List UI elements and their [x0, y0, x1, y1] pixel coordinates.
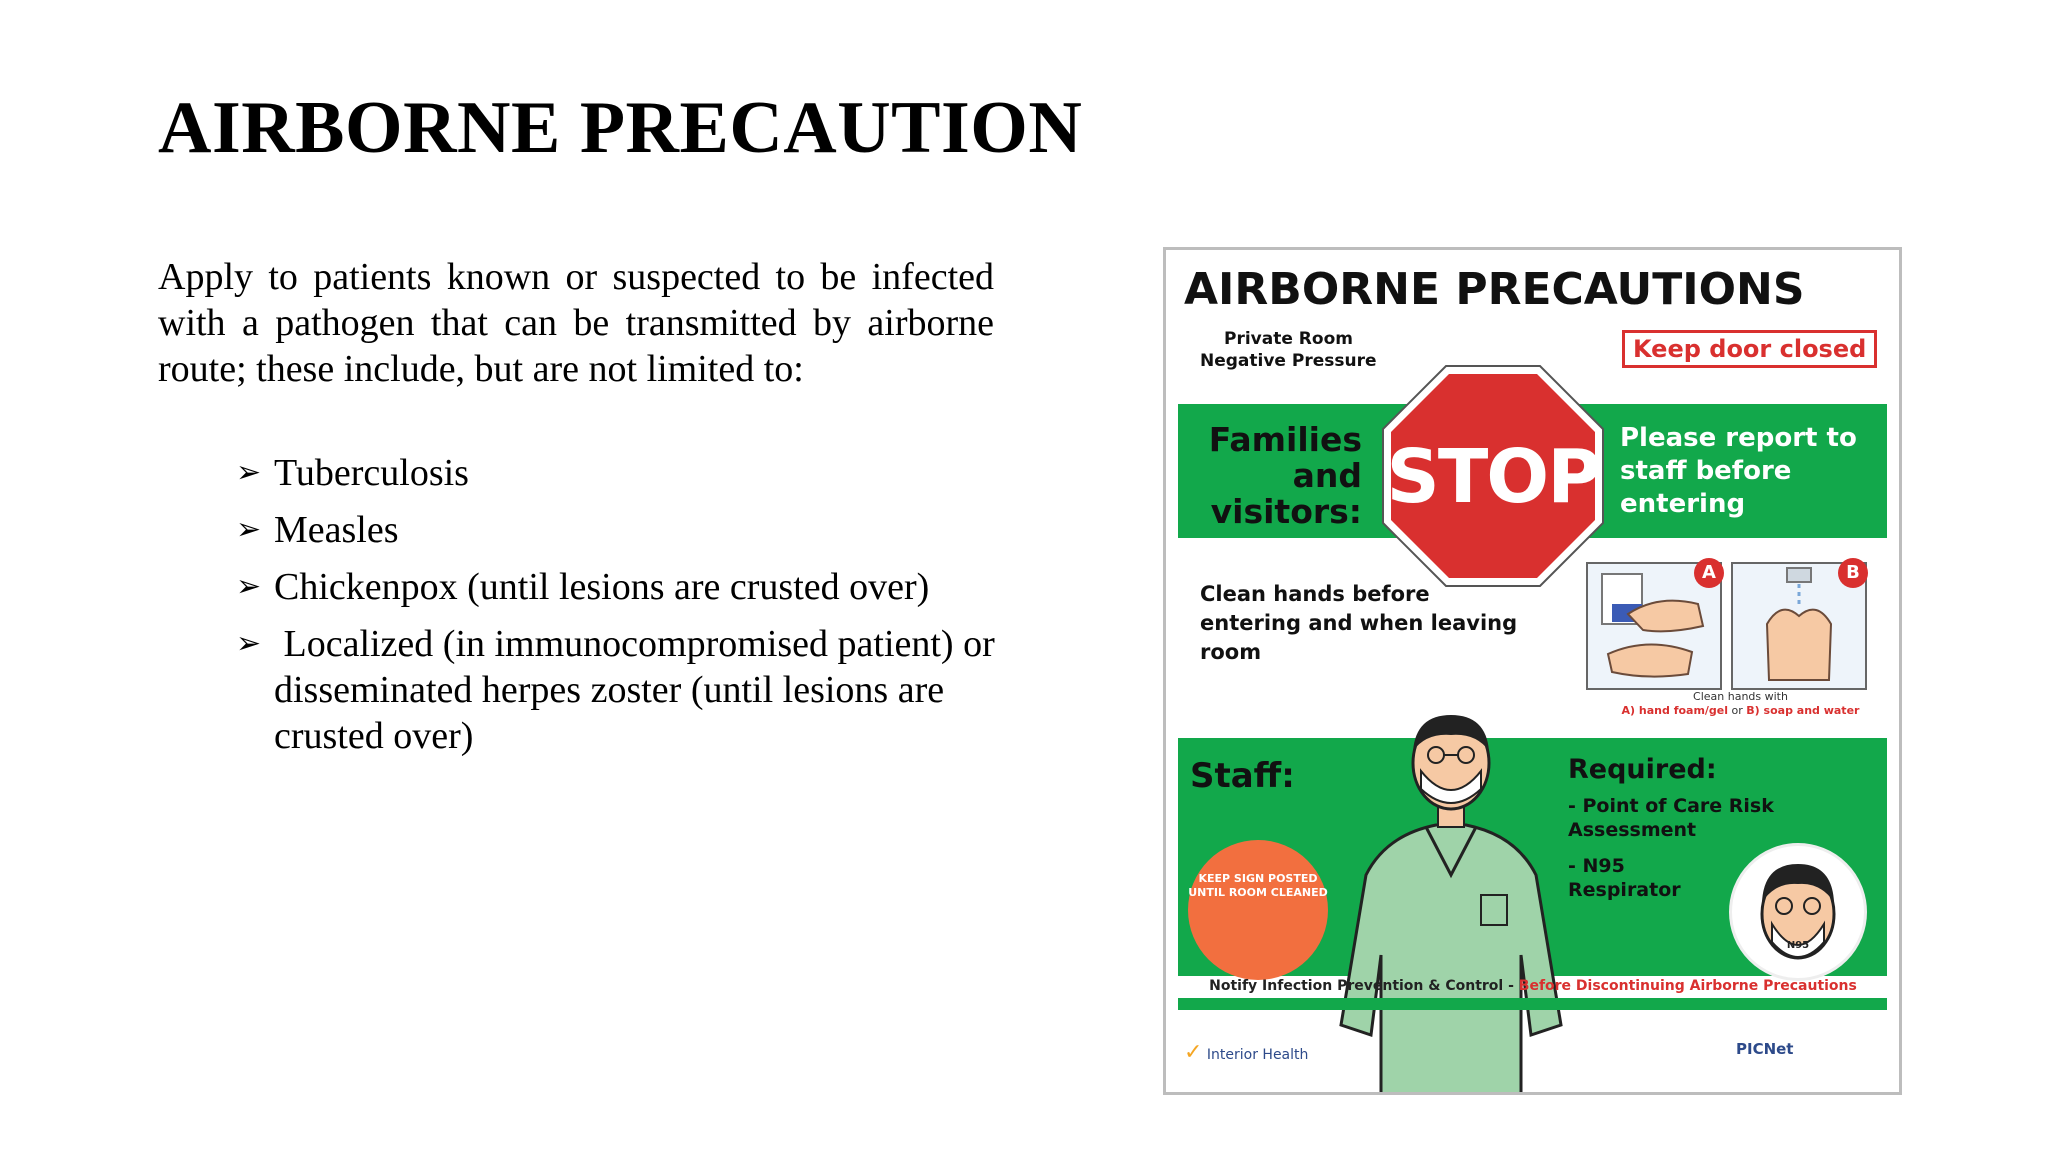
list-item-text: Measles: [274, 509, 399, 551]
arrow-bullet-icon: ➢: [236, 569, 262, 604]
interior-health-wordmark: Interior Health: [1206, 1047, 1309, 1063]
hand-caption: [1598, 690, 1883, 718]
intro-paragraph: Apply to patients known or suspected to be infected with a pathogen that can be transmitted by airborne route; these include, but are not limited to:: [158, 256, 994, 390]
condition-list: [236, 450, 1005, 770]
interior-health-logo: [1184, 1040, 1308, 1065]
list-item: [236, 507, 996, 553]
negative-pressure-label: Negative Pressure: [1200, 351, 1377, 371]
slide-title: AIRBORNE PRECAUTION: [158, 87, 1083, 169]
report-to-staff-label: Please report to staff before entering: [1620, 423, 1857, 519]
swoosh-icon: ✓: [1184, 1040, 1203, 1065]
healthcare-worker-icon: [1326, 705, 1576, 1095]
arrow-bullet-icon: ➢: [236, 512, 262, 547]
arrow-bullet-icon: ➢: [236, 626, 262, 661]
families-line: and: [1292, 456, 1362, 495]
keep-sign-posted-badge: KEEP SIGN POSTED UNTIL ROOM CLEANED: [1188, 840, 1328, 980]
families-label: [1184, 422, 1362, 530]
list-item: [236, 621, 1005, 759]
badge-a: A: [1694, 558, 1724, 588]
badge-b: B: [1838, 558, 1868, 588]
requirement-item: - Point of Care Risk Assessment: [1568, 795, 1774, 841]
picnet-logo: PICNet: [1736, 1040, 1794, 1058]
hand-caption-line: Clean hands with: [1693, 690, 1788, 703]
room-requirements: [1200, 328, 1377, 372]
caption-option-a: A) hand foam/gel: [1621, 704, 1729, 717]
n95-mask-face-icon: [1729, 843, 1867, 981]
families-line: Families: [1208, 420, 1362, 459]
list-item-text: Tuberculosis: [274, 452, 469, 494]
requirement-item: - N95 Respirator: [1568, 855, 1681, 901]
list-item: [236, 564, 996, 610]
clean-hands-label: Clean hands before entering and when leaving room: [1200, 582, 1518, 664]
arrow-bullet-icon: ➢: [236, 455, 262, 490]
hand-caption-line: [1598, 704, 1883, 718]
poster-title: AIRBORNE PRECAUTIONS: [1184, 264, 1805, 315]
bottom-band: [1178, 998, 1887, 1010]
stop-sign-icon: [1379, 362, 1607, 590]
airborne-precautions-poster: [1163, 247, 1902, 1095]
mask-label: N95: [1786, 940, 1810, 951]
caption-separator: or: [1728, 704, 1747, 717]
notify-text-highlight: Before Discontinuing Airborne Precautions: [1518, 978, 1857, 994]
notify-text: Notify Infection Prevention & Control -: [1209, 978, 1519, 994]
keep-door-closed-label: Keep door closed: [1622, 330, 1877, 368]
caption-option-b: B) soap and water: [1746, 704, 1860, 717]
families-line: visitors:: [1210, 492, 1362, 531]
list-item-text: Chickenpox (until lesions are crusted over): [274, 566, 930, 608]
list-item: [236, 450, 996, 496]
stop-text: STOP: [1386, 434, 1600, 520]
required-label: Required:: [1568, 754, 1717, 785]
notify-ipc-line: [1180, 978, 1886, 994]
private-room-label: Private Room: [1224, 329, 1353, 349]
list-item-text: Localized (in immunocompromised patient) or disseminated herpes zoster (until lesions are crusted over): [274, 623, 1005, 757]
staff-label: Staff:: [1190, 756, 1295, 796]
